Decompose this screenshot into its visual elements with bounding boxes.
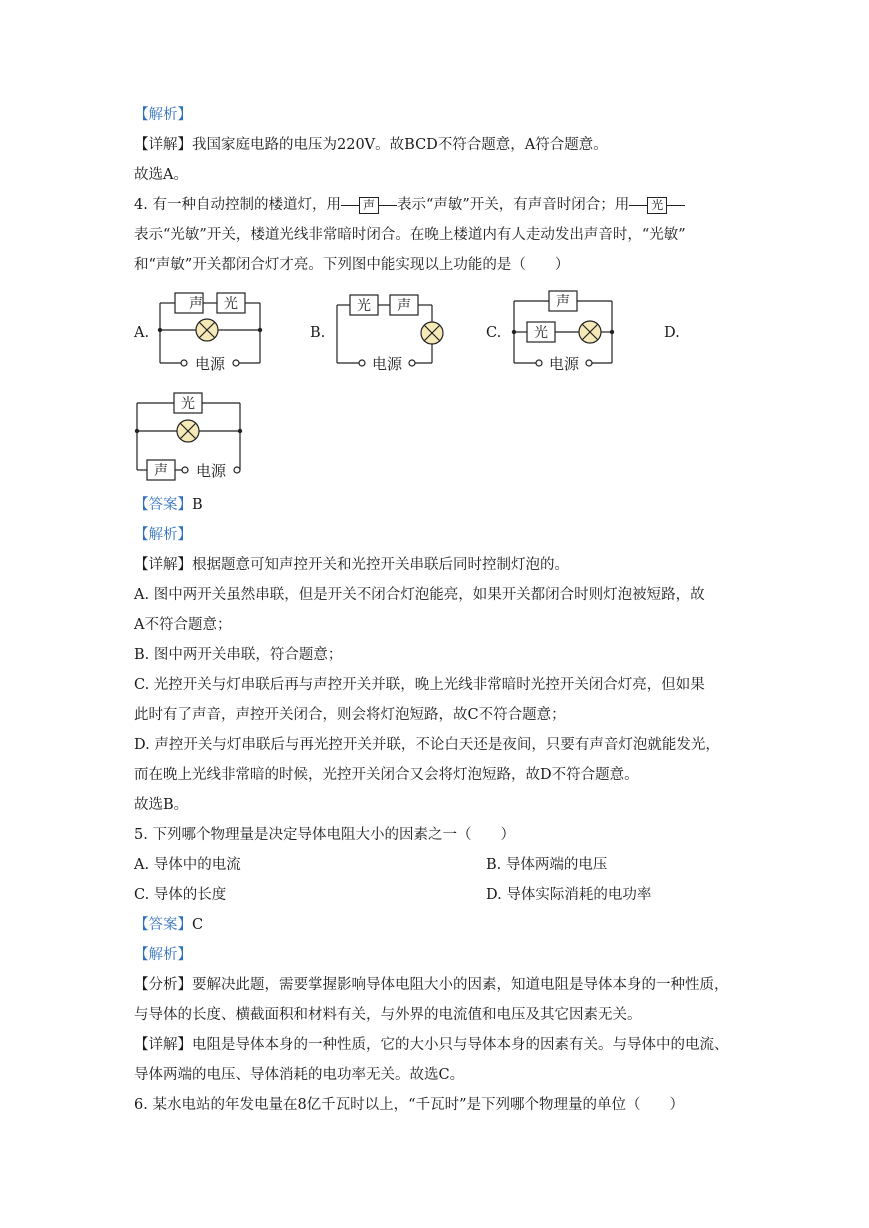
light-switch-label: 光 xyxy=(224,296,238,312)
circuit-d-diagram xyxy=(132,388,252,483)
conclusion-line: 故选B。 xyxy=(134,797,189,813)
explain-a-line-1: A. 图中两开关虽然串联，但是开关不闭合灯泡能亮，如果开关都闭合时则灯泡被短路，故 xyxy=(134,587,705,603)
light-switch-label: 光 xyxy=(357,298,371,314)
explain-d-line-2: 而在晚上光线非常暗的时候，光控开关闭合又会将灯泡短路，故D不符合题意。 xyxy=(134,767,639,783)
detail-line-1: 【详解】电阻是导体本身的一种性质，它的大小只与导体本身的因素有关。与导体中的电流、 xyxy=(134,1037,729,1053)
question-4-line-1: 4. 有一种自动控制的楼道灯，用 声 表示“声敏”开关，有声音时闭合；用 光 xyxy=(134,195,685,215)
answer-line: 【答案】B xyxy=(134,497,203,513)
explain-c-line-2: 此时有了声音，声控开关闭合，则会将灯泡短路，故C不符合题意； xyxy=(134,707,566,723)
option-b: B. 导体两端的电压 xyxy=(486,857,608,873)
light-switch-label: 光 xyxy=(181,396,195,412)
light-switch-symbol: 光 xyxy=(647,197,667,214)
sound-switch-label: 声 xyxy=(397,298,411,314)
detail-line: 【详解】根据题意可知声控开关和光控开关串联后同时控制灯泡的。 xyxy=(134,557,569,573)
explain-d-line-1: D. 声控开关与灯串联后与再光控开关并联，不论白天还是夜间，只要有声音灯泡就能发光， xyxy=(134,737,720,753)
detail-line-2: 导体两端的电压、导体消耗的电功率无关。故选C。 xyxy=(134,1067,465,1083)
sound-switch-label: 声 xyxy=(189,296,203,312)
sound-switch-label: 声 xyxy=(154,463,168,479)
analysis-tag: 【解析】 xyxy=(134,947,192,963)
option-a: A. 导体中的电流 xyxy=(134,857,241,873)
circuit-b-diagram xyxy=(332,288,452,378)
analysis-tag: 【解析】 xyxy=(134,107,192,123)
analysis-tag: 【解析】 xyxy=(134,527,192,543)
conclusion-line: 故选A。 xyxy=(134,167,188,183)
circuit-c-diagram xyxy=(509,288,629,378)
question-5-stem: 5. 下列哪个物理量是决定导体电阻大小的因素之一（ ） xyxy=(134,827,515,843)
option-d: D. 导体实际消耗的电功率 xyxy=(486,887,652,903)
question-4-line-2: 表示“光敏”开关，楼道光线非常暗时闭合。在晚上楼道内有人走动发出声音时，“光敏” xyxy=(134,227,686,243)
analysis-line-2: 与导体的长度、横截面积和材料有关，与外界的电流值和电压及其它因素无关。 xyxy=(134,1007,642,1023)
option-a-label: A. xyxy=(134,325,150,341)
power-label: 电源 xyxy=(194,355,226,373)
analysis-line-1: 【分析】要解决此题，需要掌握影响导体电阻大小的因素，知道电阻是导体本身的一种性质， xyxy=(134,977,729,993)
question-6-stem: 6. 某水电站的年发电量在8亿千瓦时以上，“千瓦时”是下列哪个物理量的单位（ ） xyxy=(134,1097,684,1113)
power-label: 电源 xyxy=(371,355,403,373)
question-4-line-3: 和“声敏”开关都闭合灯才亮。下列图中能实现以上功能的是（ ） xyxy=(134,257,570,273)
option-c-label: C. xyxy=(486,325,502,341)
option-c: C. 导体的长度 xyxy=(134,887,227,903)
power-label: 电源 xyxy=(195,462,227,480)
explain-b-line: B. 图中两开关串联，符合题意； xyxy=(134,647,343,663)
sound-switch-symbol: 声 xyxy=(359,197,379,214)
explain-c-line-1: C. 光控开关与灯串联后再与声控开关并联，晚上光线非常暗时光控开关闭合灯亮，但如果 xyxy=(134,677,705,693)
option-b-label: B. xyxy=(310,325,326,341)
answer-line: 【答案】C xyxy=(134,917,204,933)
light-switch-label: 光 xyxy=(534,325,548,341)
explain-a-line-2: A不符合题意； xyxy=(134,617,232,633)
circuit-a-diagram xyxy=(155,288,275,378)
option-d-label: D. xyxy=(664,325,680,341)
sound-switch-label: 声 xyxy=(556,294,570,310)
detail-line: 【详解】我国家庭电路的电压为220V。故BCD不符合题意，A符合题意。 xyxy=(134,137,608,153)
power-label: 电源 xyxy=(548,355,580,373)
